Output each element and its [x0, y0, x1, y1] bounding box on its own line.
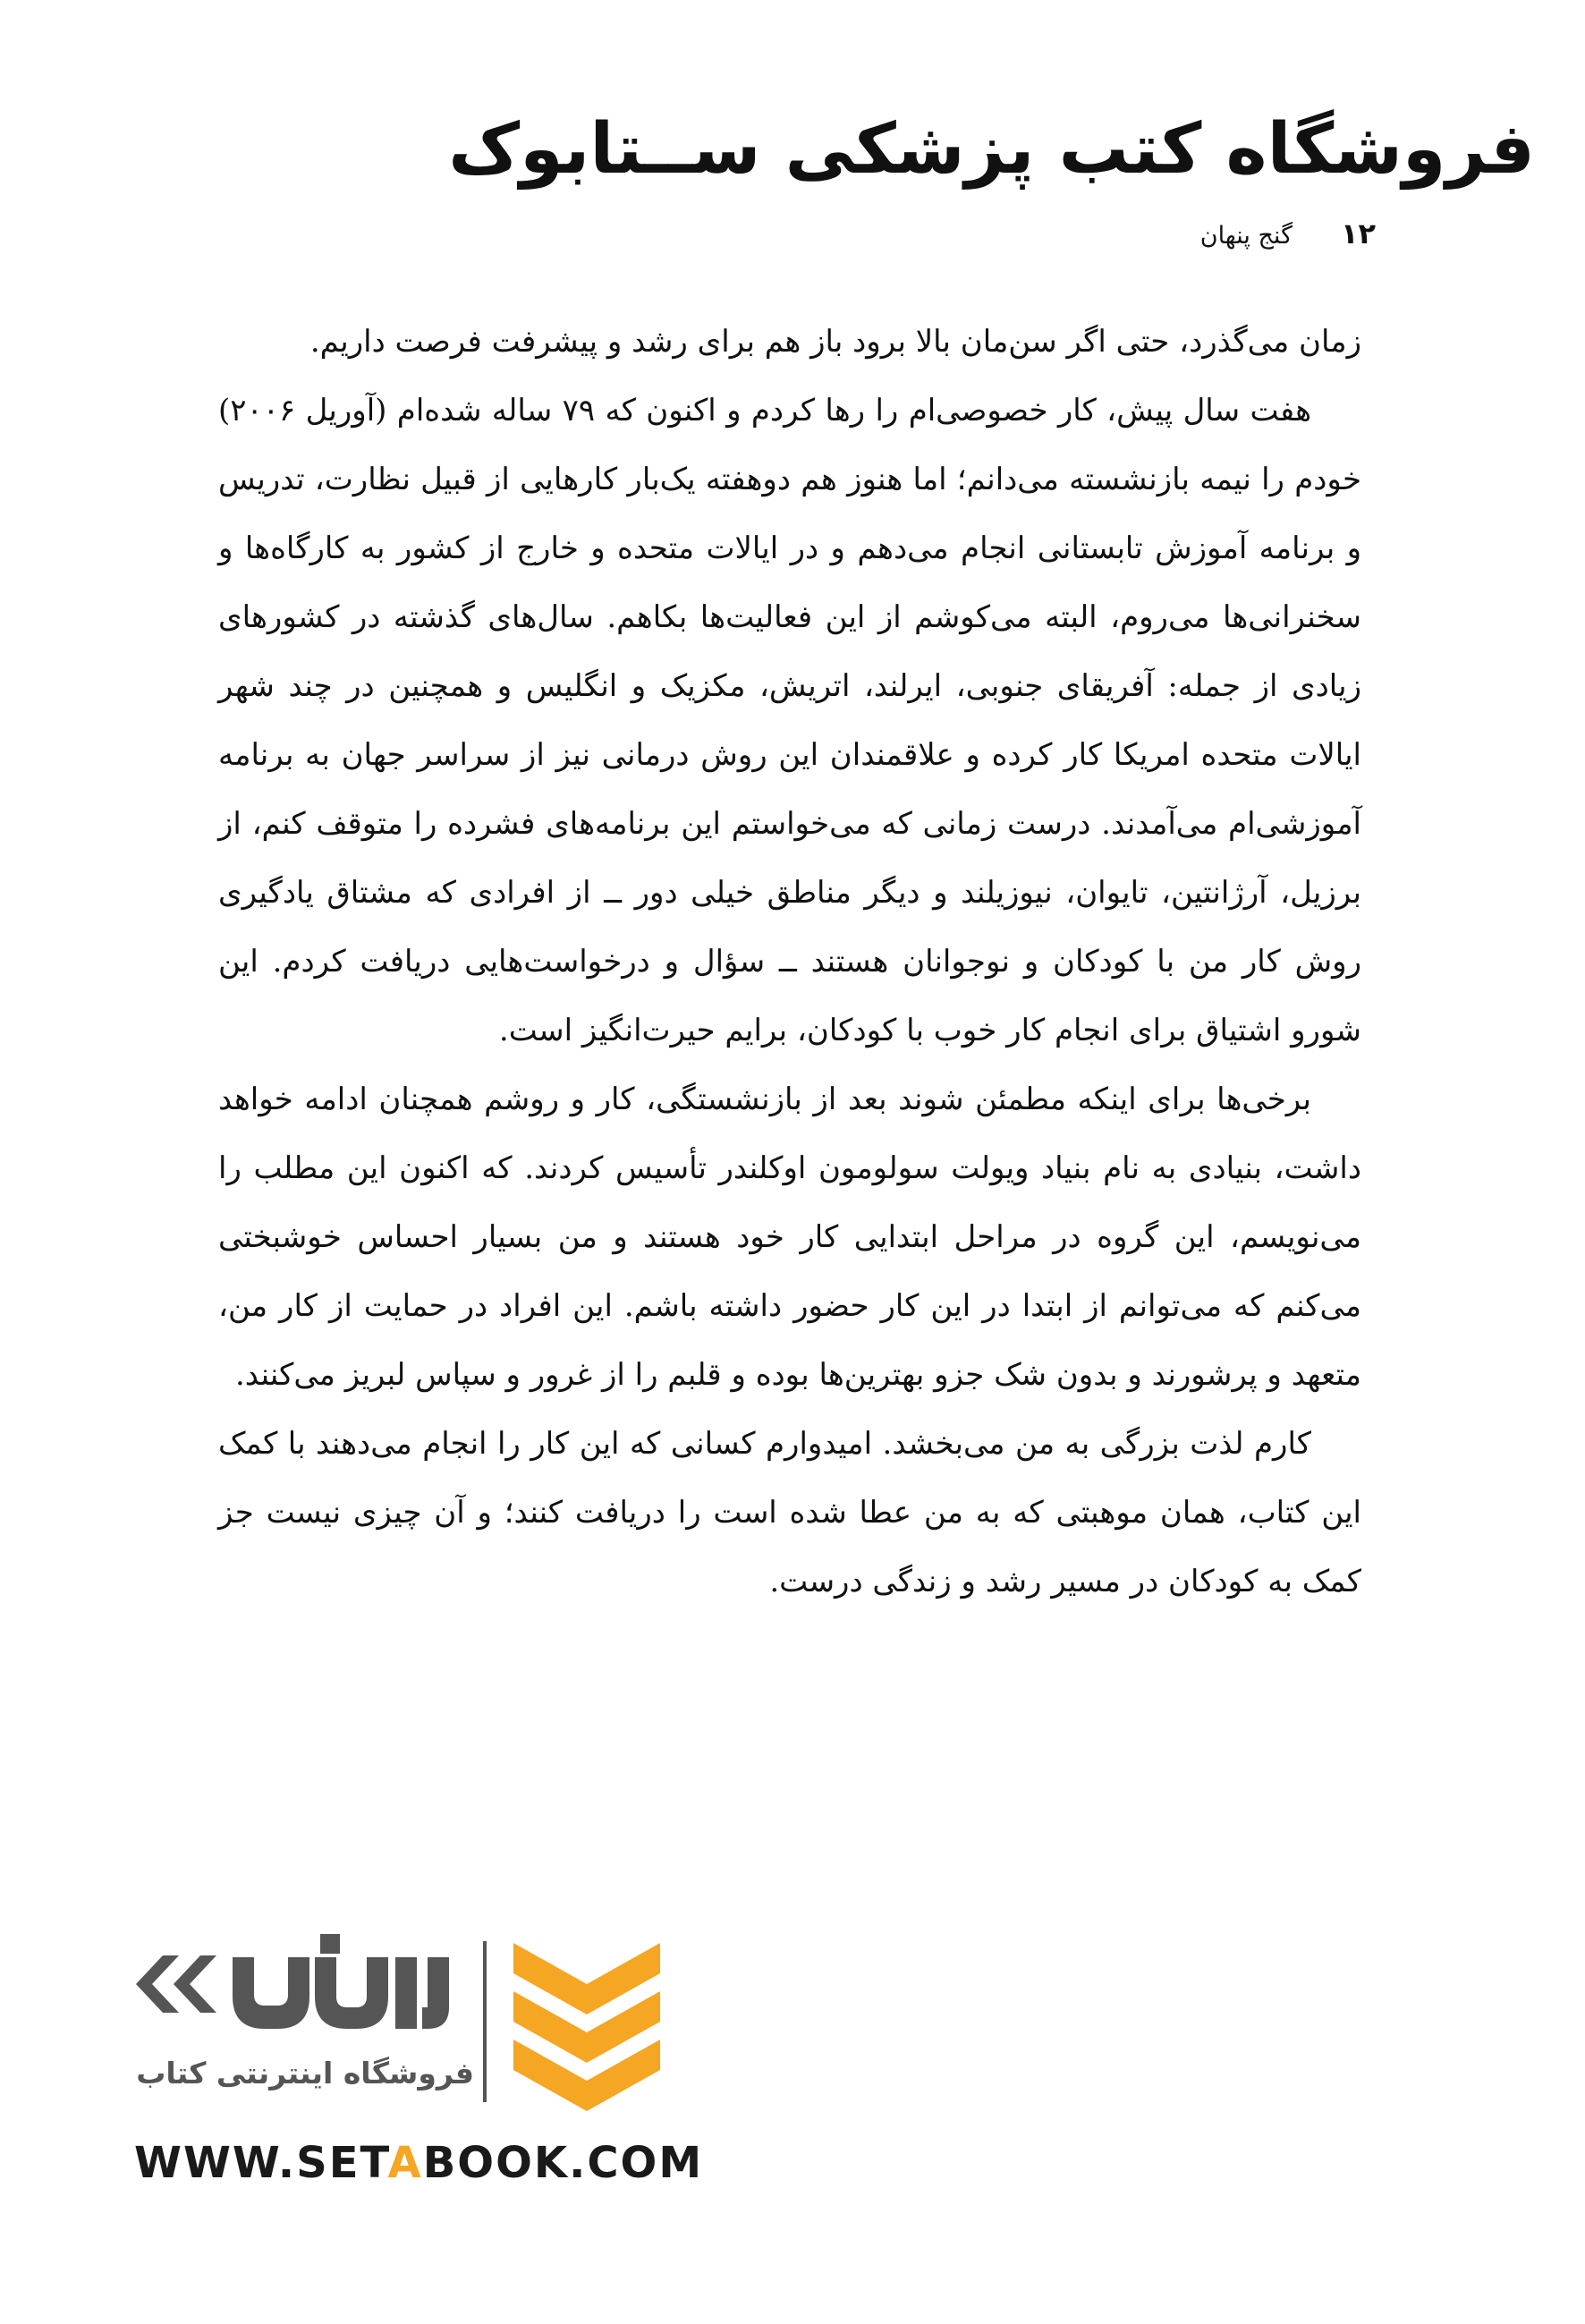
paragraph: هفت سال پیش، کار خصوصی‌ام را رها کردم و اکنون که ۷۹ ساله شده‌ام (آوریل ۲۰۰۶) خودم را نیمه بازنشسته می‌دانم؛ اما هنوز هم دوهفته یک‌بار کارهایی از قبیل نظارت، تدریس و برنامه آموزش تابستانی انجام می‌دهم و در ایالات متحده و خارج از کشور به کارگاه‌ها و سخنرانی‌ها می‌روم، البته می‌کوشم از این فعالیت‌ها بکاهم. سال‌های گذشته در کشورهای زیادی از جمله: آفریقای جنوبی، ایرلند، اتریش، مکزیک و انگلیس و همچنین در چند شهر ایالات متحده امریکا کار کرده و علاقمندان این روش درمانی نیز از سراسر جهان به برنامه آموزشی‌ام می‌آمدند. درست زمانی که می‌خواستم این برنامه‌های فشرده را متوقف کنم، از برزیل، آرژانتین، تایوان، نیوزیلند و دیگر مناطق خیلی دور ــ از افرادی که مشتاق یادگیری روش کار من با کودکان و نوجوانان هستند ــ سؤال و درخواست‌هایی دریافت کردم. این شورو اشتیاق برای انجام کار خوب با کودکان، برایم حیرت‌انگیز است. [218, 393, 1361, 1048]
logo-divider [483, 1941, 487, 2102]
logo-tagline: فروشگاه اینترنتی کتاب [136, 2056, 474, 2091]
setabook-wordmark-icon [127, 1921, 476, 2047]
store-title: فروشگاه کتب پزشکی ســتابوک [448, 109, 1535, 190]
url-suffix: BOOK.COM [422, 2138, 704, 2188]
paragraph: زمان می‌گذرد، حتی اگر سن‌مان بالا برود باز هم برای رشد و پیشرفت فرصت داریم. [309, 324, 1361, 360]
body-text [218, 308, 1361, 1616]
url-prefix: WWW.SET [134, 2138, 388, 2188]
book-name: گنج پنهان [1199, 222, 1293, 250]
url-accent: A [387, 2138, 423, 2188]
book-chevron-icon [506, 1934, 667, 2113]
paragraph: برخی‌ها برای اینکه مطمئن شوند بعد از بازنشستگی، کار و روشم همچنان ادامه خواهد داشت، بنیادی به نام بنیاد ویولت سولومون اوکلندر تأسیس کردند. که اکنون این مطلب را می‌نویسم، این گروه در مراحل ابتدایی کار خود هستند و من بسیار احساس خوشبختی می‌کنم که می‌توانم از ابتدا در این کار حضور داشته باشم. این افراد در حمایت از کار من، متعهد و پرشورند و بدون شک جزو بهترین‌ها بوده و قلبم را از غرور و سپاس لبریز می‌کنند. [218, 1081, 1361, 1393]
paragraph: کارم لذت بزرگی به من می‌بخشد. امیدوارم کسانی که این کار را انجام می‌دهند با کمک این کتاب، همان موهبتی که به من عطا شده است را دریافت کنند؛ و آن چیزی نیست جز کمک به کودکان در مسیر رشد و زندگی درست. [218, 1426, 1361, 1599]
setabook-logo [127, 1921, 664, 2127]
site-url[interactable] [134, 2138, 703, 2188]
running-head [1200, 216, 1376, 250]
page-number: ۱۲ [1340, 216, 1376, 250]
